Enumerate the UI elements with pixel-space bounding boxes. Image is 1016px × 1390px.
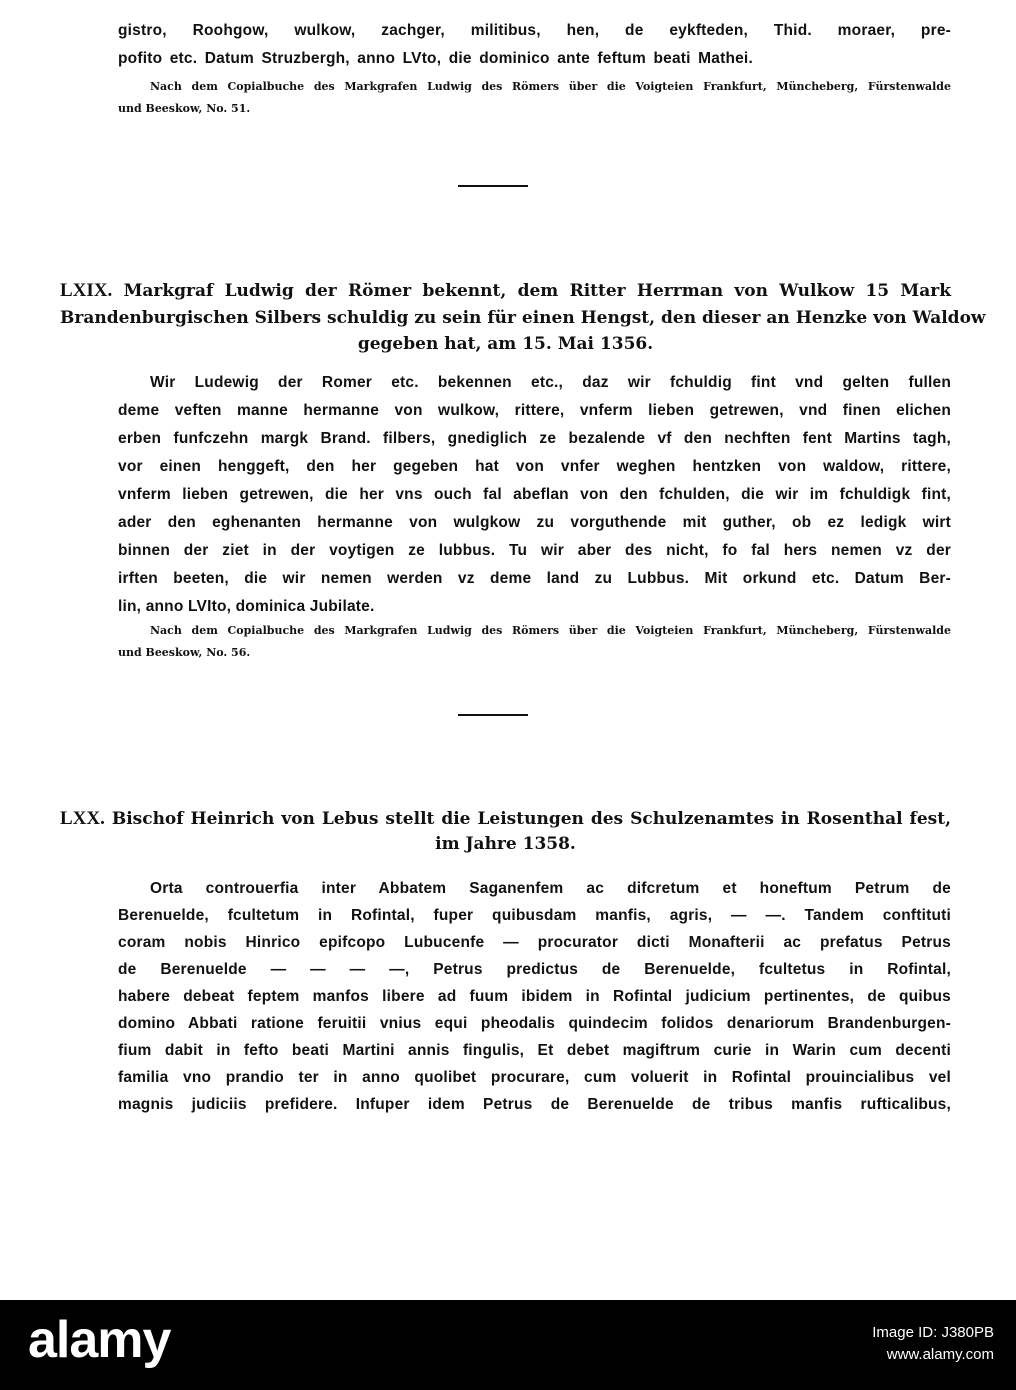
text-line: fium dabit in fefto beati Martini annis fingulis, Et debet magiftrum curie in Warin cum decenti <box>118 1042 951 1059</box>
text-line: erben funfczehn margk Brand. filbers, gnediglich ze bezalende vf den nechften fent Martins tagh, <box>118 430 951 447</box>
text-line: habere debeat feptem manfos libere ad fuum ibidem in Rofintal judicium pertinentes, de quibus <box>118 988 951 1005</box>
heading-line: Markgraf Ludwig der Römer bekennt, dem Ritter Herrman von Wulkow 15 Mark <box>123 281 951 301</box>
text-line: vor einen henggeft, den her gegeben hat von vnfer weghen hentzken von waldow, rittere, <box>118 458 951 475</box>
watermark-url: www.alamy.com <box>886 1346 994 1363</box>
text-line: familia vno prandio ter in anno quolibet procurare, cum voluerit in Rofintal prouincialibus vel <box>118 1069 951 1086</box>
text-line: gistro, Roohgow, wulkow, zachger, militibus, hen, de eykfteden, Thid. moraer, pre- <box>118 22 951 39</box>
source-note: und Beeskow, No. 51. <box>118 102 251 115</box>
text-line: domino Abbati ratione feruitii vnius equi pheodalis quindecim folidos denariorum Brandenburgen- <box>118 1015 951 1032</box>
text-line: deme veften manne hermanne von wulkow, rittere, vnferm lieben getrewen, vnd finen elichen <box>118 402 951 419</box>
alamy-logo: alamy <box>28 1311 171 1369</box>
text-line: irften beeten, die wir nemen werden vz deme land zu Lubbus. Mit orkund etc. Datum Ber- <box>118 570 951 587</box>
heading-line: gegeben hat, am 15. Mai 1356. <box>357 334 654 354</box>
watermark-bar <box>0 1300 1016 1390</box>
heading-line: Brandenburgischen Silbers schuldig zu sein für einen Hengst, den dieser an Henzke von Waldow <box>60 308 986 328</box>
text-line: lin, anno LVIto, dominica Jubilate. <box>118 598 375 615</box>
heading-line: Bischof Heinrich von Lebus stellt die Leistungen des Schulzenamtes in Rosenthal fest, <box>111 809 951 829</box>
document-number: LXIX. <box>60 280 113 301</box>
text-line: Orta controuerfia inter Abbatem Saganenfem ac difcretum et honeftum Petrum de <box>150 880 951 897</box>
divider <box>458 714 528 716</box>
text-line: ader den eghenanten hermanne von wulgkow zu vorguthende mit guther, ob ez ledigk wirt <box>118 514 951 531</box>
text-line: Berenuelde, fcultetum in Rofintal, fuper quibusdam manfis, agris, — —. Tandem conftituti <box>118 907 951 924</box>
text-line: Wir Ludewig der Romer etc. bekennen etc., daz wir fchuldig fint vnd gelten fullen <box>150 374 951 391</box>
source-note: Nach dem Copialbuche des Markgrafen Ludwig des Römers über die Voigteien Frankfurt, Müncheberg, Fürstenwalde <box>150 624 951 637</box>
document-number: LXX. <box>60 808 105 829</box>
divider <box>458 185 528 187</box>
text-line: de Berenuelde — — — —, Petrus predictus de Berenuelde, fcultetus in Rofintal, <box>118 961 951 978</box>
source-note: Nach dem Copialbuche des Markgrafen Ludwig des Römers über die Voigteien Frankfurt, Müncheberg, Fürstenwalde <box>150 80 951 93</box>
image-id: Image ID: J380PB <box>872 1324 994 1341</box>
text-line: coram nobis Hinrico epifcopo Lubucenfe — procurator dicti Monafterii ac prefatus Petrus <box>118 934 951 951</box>
text-line: pofito etc. Datum Struzbergh, anno LVto, die dominico ante feftum beati Mathei. <box>118 50 753 67</box>
source-note: und Beeskow, No. 56. <box>118 646 251 659</box>
text-line: binnen der ziet in der voytigen ze lubbus. Tu wir aber des nicht, fo fal hers nemen vz der <box>118 542 951 559</box>
document-heading <box>60 280 951 302</box>
document-heading <box>60 808 951 830</box>
heading-line: im Jahre 1358. <box>435 834 576 854</box>
text-line: vnferm lieben getrewen, die her vns ouch fal abeflan von den fchulden, die wir im fchuldigk fint, <box>118 486 951 503</box>
text-line: magnis judiciis prefidere. Infuper idem Petrus de Berenuelde de tribus manfis rufticalibus, <box>118 1096 951 1113</box>
